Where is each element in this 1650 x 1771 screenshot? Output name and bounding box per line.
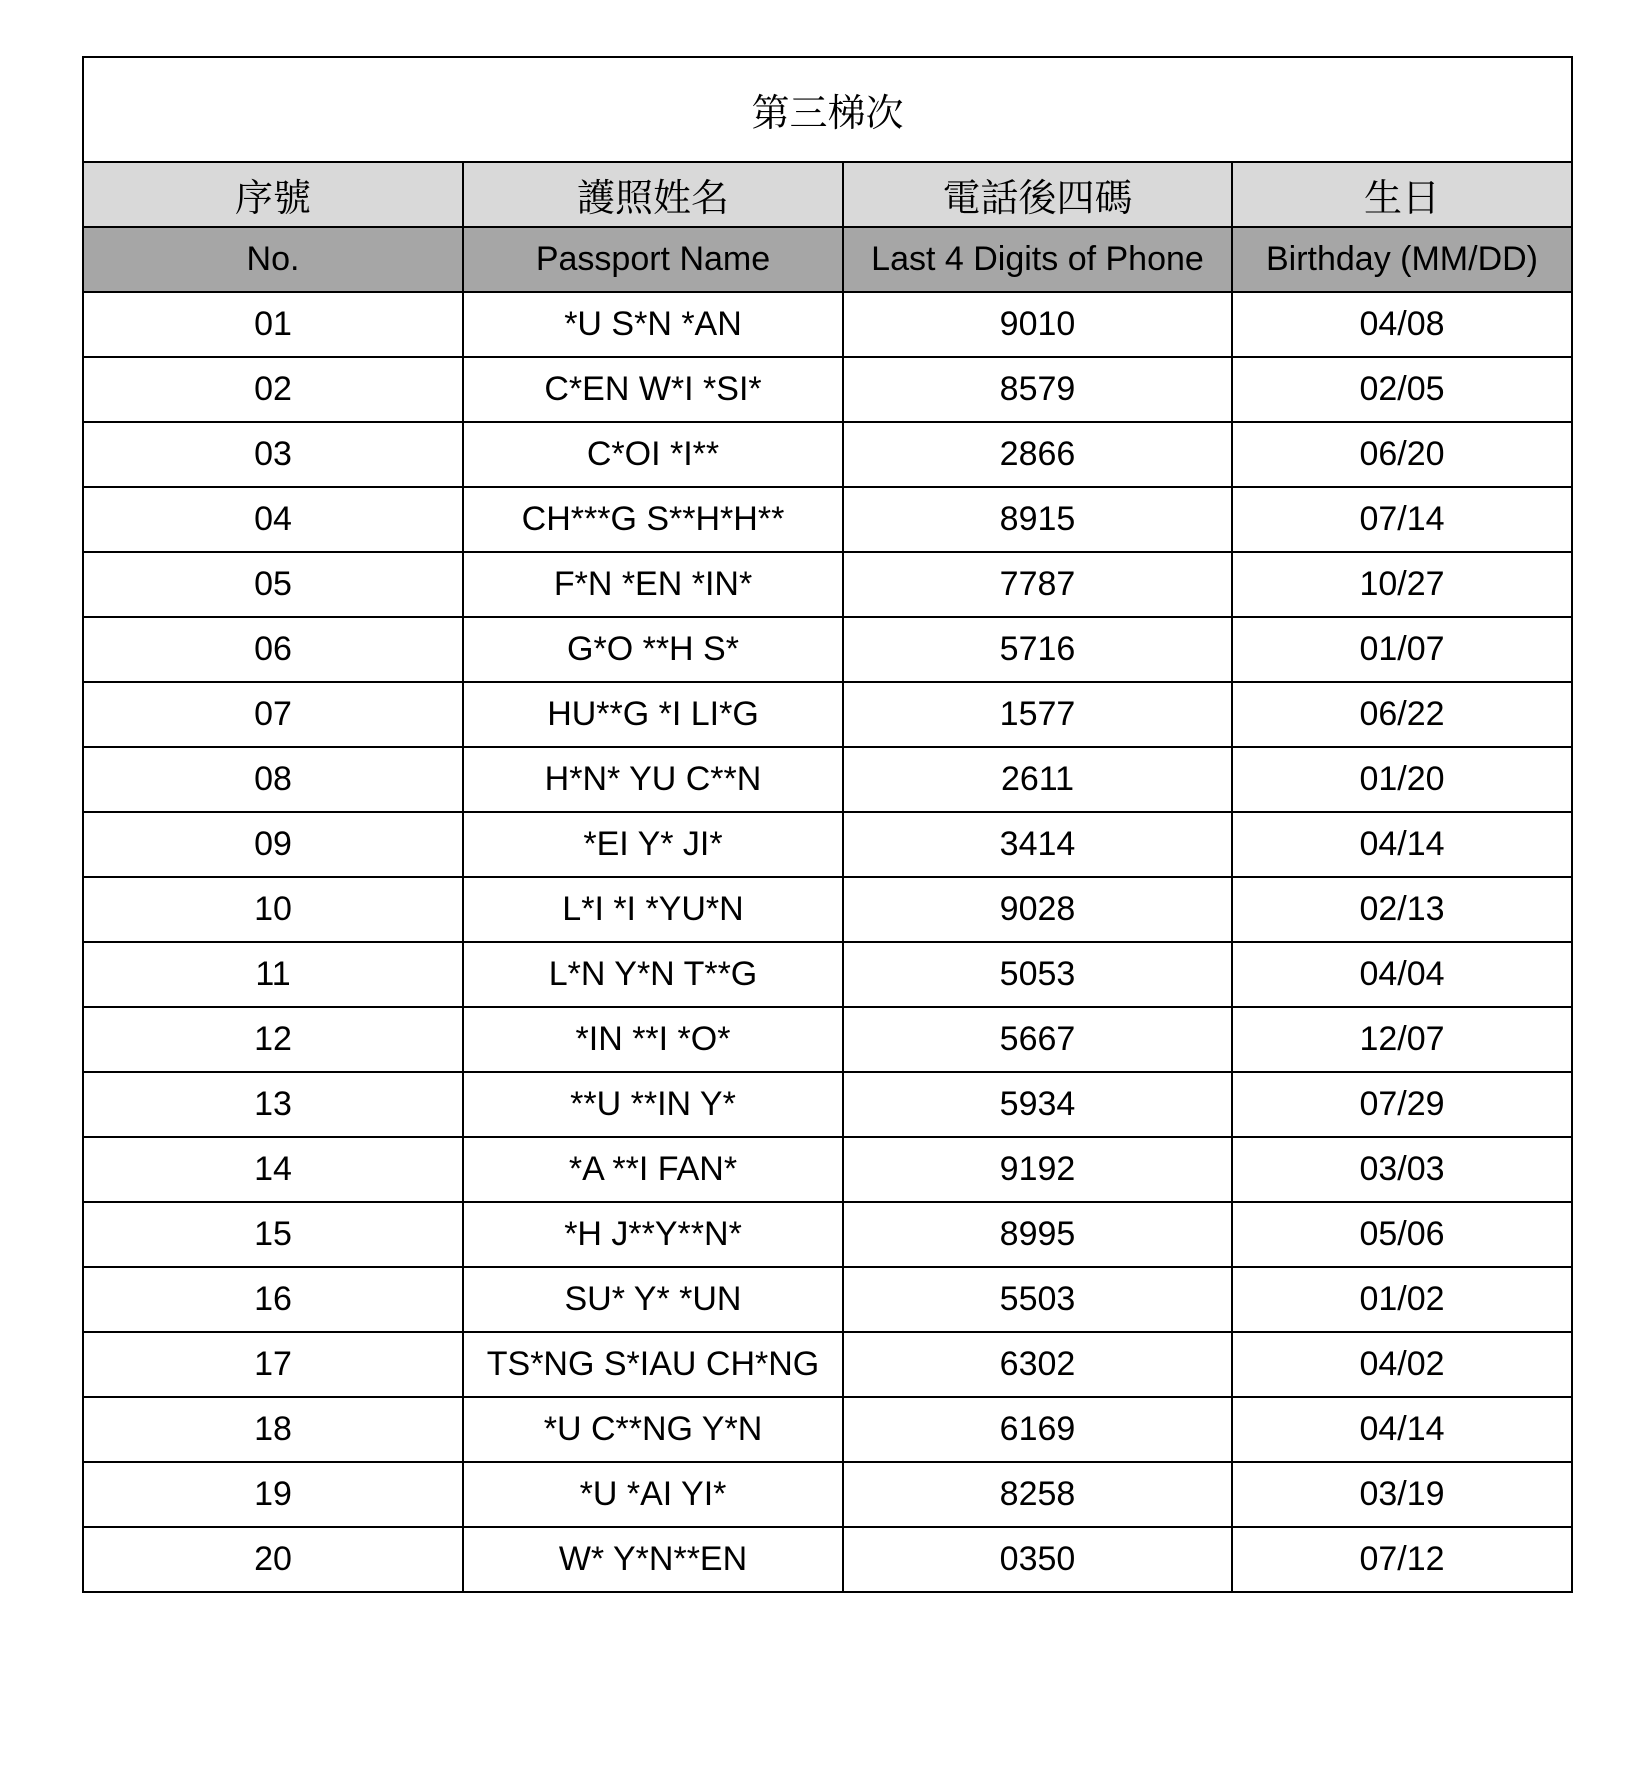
header-no-en: No. [83,227,463,292]
cell-phone-last4: 3414 [843,812,1232,877]
table-row [83,682,1572,747]
cell-phone-last4: 9192 [843,1137,1232,1202]
header-birthday-en: Birthday (MM/DD) [1232,227,1572,292]
cell-birthday: 05/06 [1232,1202,1572,1267]
header-phone-zh: 電話後四碼 [843,162,1232,227]
cell-passport-name: HU**G *I LI*G [463,682,843,747]
cell-birthday: 06/22 [1232,682,1572,747]
cell-no: 19 [83,1462,463,1527]
cell-passport-name: G*O **H S* [463,617,843,682]
cell-passport-name: CH***G S**H*H** [463,487,843,552]
cell-passport-name: *EI Y* JI* [463,812,843,877]
cell-phone-last4: 9028 [843,877,1232,942]
table-row [83,1267,1572,1332]
cell-phone-last4: 8579 [843,357,1232,422]
cell-birthday: 02/13 [1232,877,1572,942]
cell-birthday: 12/07 [1232,1007,1572,1072]
cell-birthday: 03/03 [1232,1137,1572,1202]
cell-passport-name: C*EN W*I *SI* [463,357,843,422]
cell-birthday: 07/14 [1232,487,1572,552]
cell-phone-last4: 1577 [843,682,1232,747]
cell-passport-name: F*N *EN *IN* [463,552,843,617]
cell-no: 17 [83,1332,463,1397]
cell-birthday: 03/19 [1232,1462,1572,1527]
cell-birthday: 04/14 [1232,812,1572,877]
cell-passport-name: *U S*N *AN [463,292,843,357]
cell-birthday: 04/04 [1232,942,1572,1007]
header-phone-en: Last 4 Digits of Phone [843,227,1232,292]
cell-birthday: 06/20 [1232,422,1572,487]
header-no-zh: 序號 [83,162,463,227]
cell-phone-last4: 5716 [843,617,1232,682]
cell-no: 20 [83,1527,463,1592]
cell-no: 14 [83,1137,463,1202]
cell-passport-name: *IN **I *O* [463,1007,843,1072]
table-row [83,812,1572,877]
cell-no: 13 [83,1072,463,1137]
cell-passport-name: *H J**Y**N* [463,1202,843,1267]
cell-passport-name: *U C**NG Y*N [463,1397,843,1462]
cell-phone-last4: 8915 [843,487,1232,552]
cell-no: 18 [83,1397,463,1462]
cell-no: 16 [83,1267,463,1332]
cell-no: 01 [83,292,463,357]
table-row [83,1072,1572,1137]
cell-birthday: 01/02 [1232,1267,1572,1332]
table-row [83,942,1572,1007]
cell-phone-last4: 8258 [843,1462,1232,1527]
cell-phone-last4: 6169 [843,1397,1232,1462]
cell-no: 07 [83,682,463,747]
title-row [83,57,1572,162]
table-row [83,1462,1572,1527]
cell-birthday: 07/12 [1232,1527,1572,1592]
cell-phone-last4: 7787 [843,552,1232,617]
table-row [83,1007,1572,1072]
header-row-chinese [83,162,1572,227]
roster-table [82,56,1573,1593]
table-row [83,747,1572,812]
header-passport-name-zh: 護照姓名 [463,162,843,227]
cell-birthday: 10/27 [1232,552,1572,617]
table-row [83,1202,1572,1267]
cell-phone-last4: 9010 [843,292,1232,357]
cell-no: 05 [83,552,463,617]
table-row [83,292,1572,357]
cell-phone-last4: 8995 [843,1202,1232,1267]
table-row [83,617,1572,682]
cell-phone-last4: 2611 [843,747,1232,812]
cell-phone-last4: 0350 [843,1527,1232,1592]
cell-no: 12 [83,1007,463,1072]
table-row [83,877,1572,942]
header-birthday-zh: 生日 [1232,162,1572,227]
table-row [83,1137,1572,1202]
cell-no: 02 [83,357,463,422]
table-row [83,1527,1572,1592]
cell-birthday: 01/20 [1232,747,1572,812]
table-row [83,552,1572,617]
header-row-english [83,227,1572,292]
header-passport-name-en: Passport Name [463,227,843,292]
cell-no: 06 [83,617,463,682]
cell-no: 03 [83,422,463,487]
table-body [83,292,1572,1592]
cell-passport-name: TS*NG S*IAU CH*NG [463,1332,843,1397]
table-row [83,422,1572,487]
table-row [83,357,1572,422]
cell-birthday: 04/14 [1232,1397,1572,1462]
cell-passport-name: H*N* YU C**N [463,747,843,812]
cell-no: 10 [83,877,463,942]
cell-no: 15 [83,1202,463,1267]
cell-passport-name: L*I *I *YU*N [463,877,843,942]
cell-passport-name: C*OI *I** [463,422,843,487]
table-row [83,487,1572,552]
cell-passport-name: *A **I FAN* [463,1137,843,1202]
cell-no: 11 [83,942,463,1007]
cell-birthday: 02/05 [1232,357,1572,422]
table-row [83,1332,1572,1397]
cell-no: 09 [83,812,463,877]
cell-phone-last4: 5934 [843,1072,1232,1137]
cell-birthday: 04/08 [1232,292,1572,357]
cell-passport-name: W* Y*N**EN [463,1527,843,1592]
cell-birthday: 04/02 [1232,1332,1572,1397]
cell-phone-last4: 5053 [843,942,1232,1007]
cell-phone-last4: 2866 [843,422,1232,487]
cell-no: 04 [83,487,463,552]
table-row [83,1397,1572,1462]
cell-phone-last4: 5667 [843,1007,1232,1072]
cell-passport-name: **U **IN Y* [463,1072,843,1137]
cell-passport-name: SU* Y* *UN [463,1267,843,1332]
cell-phone-last4: 6302 [843,1332,1232,1397]
cell-phone-last4: 5503 [843,1267,1232,1332]
cell-passport-name: *U *AI YI* [463,1462,843,1527]
cell-passport-name: L*N Y*N T**G [463,942,843,1007]
cell-birthday: 07/29 [1232,1072,1572,1137]
table-title: 第三梯次 [83,57,1572,162]
cell-no: 08 [83,747,463,812]
cell-birthday: 01/07 [1232,617,1572,682]
